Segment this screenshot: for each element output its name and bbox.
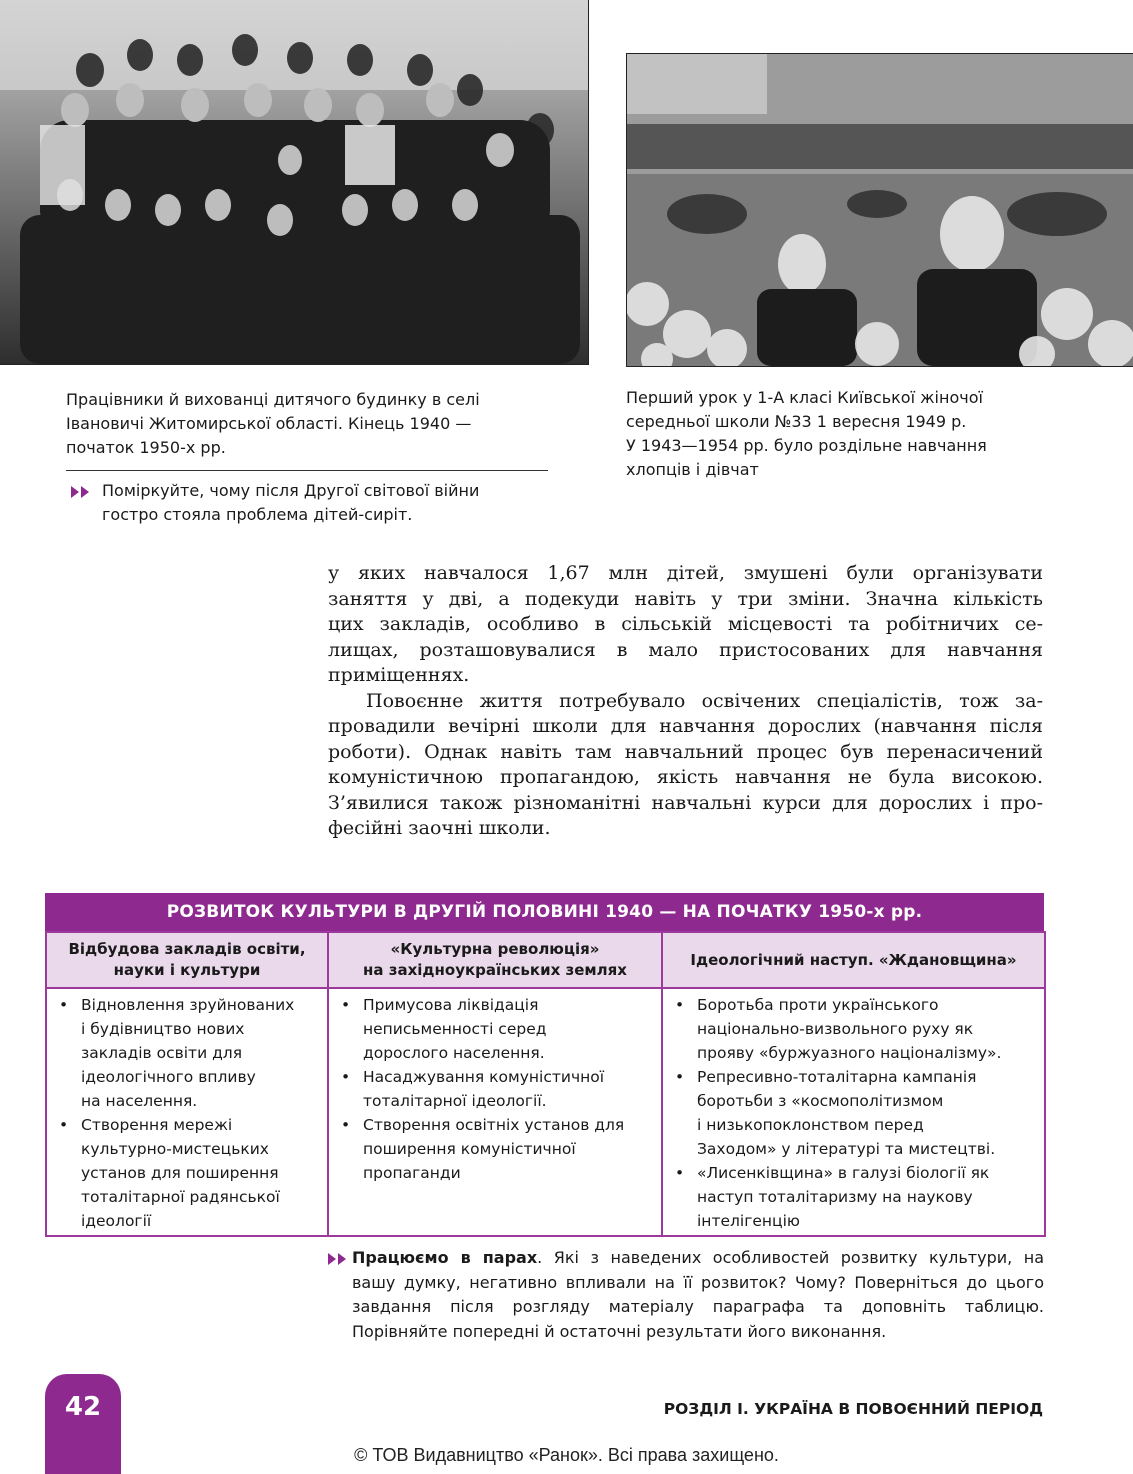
item-line: поширення комуністичної xyxy=(363,1140,576,1158)
copyright-notice: © ТОВ Видавництво «Ранок». Всі права захищено. xyxy=(354,1445,779,1465)
item-line: • «Лисенківщина» в галузі біології як xyxy=(697,1164,990,1182)
list-item xyxy=(669,1065,1038,1161)
item-line: тоталітарної радянської xyxy=(81,1188,280,1206)
task-label: Працюємо в парах xyxy=(352,1248,538,1267)
task-line: завдання після розгляду матеріалу параграфа та доповніть таблицю. xyxy=(352,1297,1044,1316)
list-item xyxy=(53,993,321,1113)
table-title: РОЗВИТОК КУЛЬТУРИ В ДРУГІЙ ПОЛОВИНІ 1940 — НА ПОЧАТКУ 1950-х рр. xyxy=(45,893,1044,931)
task-line: Порівняйте попередні й остаточні результати його виконання. xyxy=(352,1321,887,1341)
list-item xyxy=(53,1113,321,1233)
culture-development-table xyxy=(45,893,1044,1237)
item-line: • Створення мережі xyxy=(81,1116,233,1134)
item-line: тоталітарної ідеології. xyxy=(363,1092,547,1110)
first-lesson-photo xyxy=(626,53,1133,367)
divider xyxy=(66,470,548,471)
text-line: лищах, розташовувалися в мало пристосованих для навчання xyxy=(328,638,1043,661)
first-lesson-photo-graphic xyxy=(627,54,1133,366)
text-line: цих закладів, особливо в сільській місцевості та робітничих се- xyxy=(328,613,1043,635)
header-line: Ідеологічний наступ. «Ждановщина» xyxy=(690,950,1017,969)
item-line: • Створення освітніх установ для xyxy=(363,1116,625,1134)
item-line: • Примусова ліквідація xyxy=(363,996,539,1014)
header-line: «Культурна революція» xyxy=(390,940,600,958)
text-line: Повоєнне життя потребувало освічених спеціалістів, тож за- xyxy=(366,689,1043,712)
item-line: культурно-мистецьких xyxy=(81,1140,269,1158)
task-line: Поміркуйте, чому після Другої світової війни xyxy=(102,481,480,500)
item-line: боротьби з «космополітизмом xyxy=(697,1092,944,1110)
text-line: у яких навчалося 1,67 млн дітей, змушені були організувати xyxy=(328,562,1043,584)
header-line: науки і культури xyxy=(113,961,261,979)
item-line: наступ тоталітаризму на наукову xyxy=(697,1188,973,1206)
table-cell xyxy=(46,988,328,1236)
list-item xyxy=(335,1065,655,1113)
orphanage-photo xyxy=(0,0,589,365)
item-line: • Боротьба проти українського xyxy=(697,996,939,1014)
task-line: вашу думку, негативно впливали на її розвиток? Чому? Поверніться до цього xyxy=(352,1272,1044,1292)
list-item xyxy=(335,1113,655,1185)
text-line: фесійні заочні школи. xyxy=(328,817,551,839)
pairs-task xyxy=(352,1246,1044,1344)
double-arrow-right-icon xyxy=(70,485,92,499)
column-header xyxy=(328,932,662,988)
item-line: ідеології xyxy=(81,1212,152,1230)
text-line: З’явилися також різноманітні навчальні курси для дорослих і про- xyxy=(328,791,1043,814)
item-line: • Відновлення зруйнованих xyxy=(81,996,295,1014)
body-text xyxy=(328,561,1043,842)
bullet-list xyxy=(53,993,321,1233)
table-cell xyxy=(328,988,662,1236)
task-text: . Які з наведених особливостей розвитку культури, на xyxy=(537,1248,1045,1267)
double-arrow-right-icon xyxy=(327,1252,349,1266)
task-line xyxy=(352,1246,1044,1271)
caption-line: Працівники й вихованці дитячого будинку в селі xyxy=(66,390,480,409)
caption-line: Перший урок у 1-А класі Київської жіночої xyxy=(626,388,983,407)
section-title: РОЗДІЛ І. УКРАЇНА В ПОВОЄННИЙ ПЕРІОД xyxy=(663,1400,1043,1418)
item-line: національно-визвольного руху як xyxy=(697,1020,974,1038)
item-line: на населення. xyxy=(81,1092,198,1110)
first-lesson-photo-caption xyxy=(626,386,987,482)
column-header xyxy=(662,932,1045,988)
item-line: пропаганди xyxy=(363,1164,461,1182)
task-line: гостро стояла проблема дітей-сиріт. xyxy=(102,505,413,524)
text-line: роботи). Однак навіть там навчальний процес був перенасичений xyxy=(328,740,1043,763)
item-line: установ для поширення xyxy=(81,1164,279,1182)
bullet-list xyxy=(335,993,655,1185)
item-line: і будівництво нових xyxy=(81,1020,245,1038)
item-line: • Насаджування комуністичної xyxy=(363,1068,605,1086)
item-line: Заходом» у літературі та мистецтві. xyxy=(697,1140,996,1158)
text-line: комуністичною пропагандою, якість навчання не була високою. xyxy=(328,766,1043,788)
item-line: неписьменності серед xyxy=(363,1020,547,1038)
table-row xyxy=(46,988,1045,1236)
item-line: інтелігенцію xyxy=(697,1212,800,1230)
bullet-list xyxy=(669,993,1038,1233)
item-line: і низькопоклонством перед xyxy=(697,1116,924,1134)
text-line: приміщеннях. xyxy=(328,664,470,686)
text-line: заняття у дві, а подекуди навіть у три зміни. Значна кількість xyxy=(328,587,1043,610)
table-cell xyxy=(662,988,1045,1236)
item-line: дорослого населення. xyxy=(363,1044,545,1062)
header-line: на західноукраїнських землях xyxy=(363,961,627,979)
item-line: • Репресивно-тоталітарна кампанія xyxy=(697,1068,977,1086)
item-line: закладів освіти для xyxy=(81,1044,243,1062)
table-body xyxy=(45,931,1046,1237)
header-line: Відбудова закладів освіти, xyxy=(68,940,306,958)
table-header-row xyxy=(46,932,1045,988)
caption-line: хлопців і дівчат xyxy=(626,460,759,479)
list-item xyxy=(669,993,1038,1065)
caption-line: Івановичі Житомирської області. Кінець 1940 — xyxy=(66,414,472,433)
item-line: ідеологічного впливу xyxy=(81,1068,256,1086)
text-line: провадили вечірні школи для навчання дорослих (навчання після xyxy=(328,715,1043,737)
list-item xyxy=(335,993,655,1065)
item-line: прояву «буржуазного націоналізму». xyxy=(697,1044,1002,1062)
column-header xyxy=(46,932,328,988)
orphanage-photo-graphic xyxy=(0,0,588,364)
orphanage-photo-caption xyxy=(66,388,480,460)
caption-line: У 1943—1954 рр. було роздільне навчання xyxy=(626,436,987,455)
caption-line: початок 1950-х рр. xyxy=(66,438,226,457)
list-item xyxy=(669,1161,1038,1233)
think-task xyxy=(102,479,479,527)
page-number: 42 xyxy=(45,1374,121,1474)
caption-line: середньої школи №33 1 вересня 1949 р. xyxy=(626,412,967,431)
